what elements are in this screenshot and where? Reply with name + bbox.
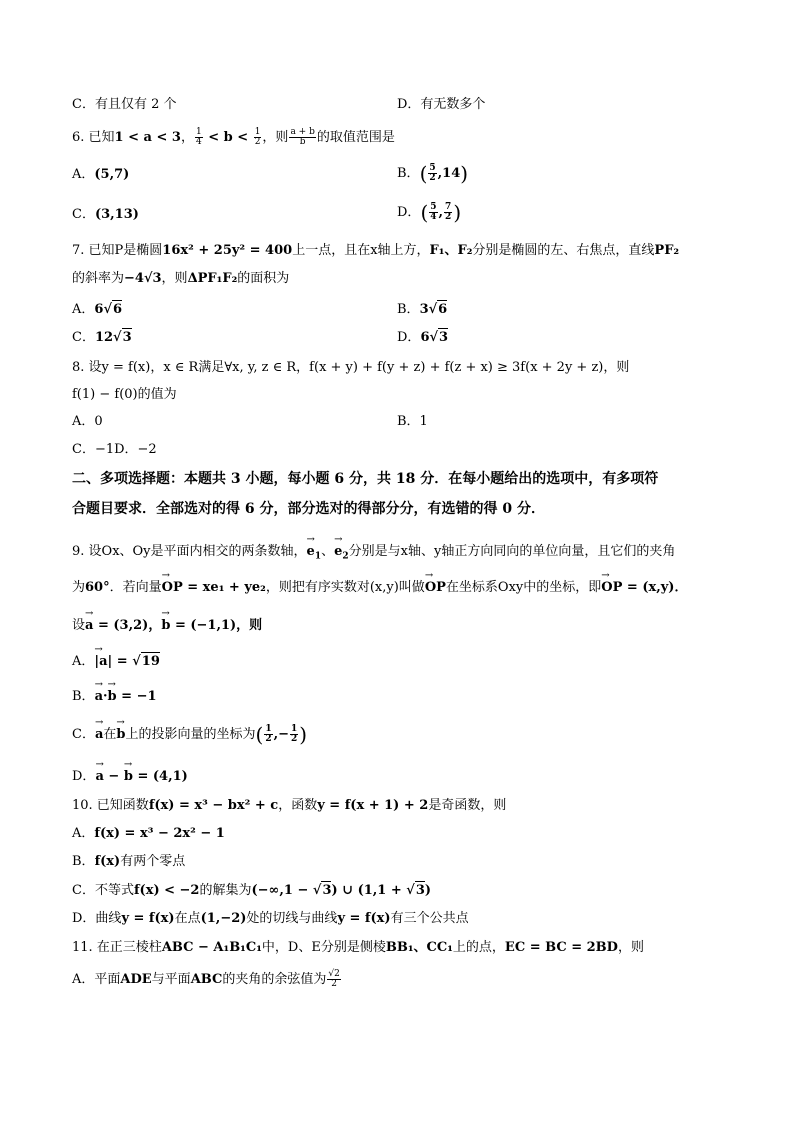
q9-option-a: A．→ |a| = √19 — [72, 652, 160, 671]
q7-option-d: D．6√3 — [397, 330, 449, 345]
q6-tail: 的取值范围是 — [316, 130, 395, 145]
q6-frac3: $\frac{a + b}{b}$ — [290, 127, 315, 147]
q6-then: ，则 — [262, 130, 289, 145]
q6-option-d: D．( $\frac{5}{4}$ , $\frac{7}{2}$ ) — [397, 200, 462, 225]
question-9-line1: 9. 设Ox、Oy是平面内相交的两条数轴，→ $e_1$、→ $e_2$分别是与x轴、y轴正方向同向的单位向量，且它们的夹角 — [72, 543, 675, 566]
q6-frac1: $\frac{1}{4}$ — [195, 127, 202, 147]
q6-frac2: $\frac{1}{2}$ — [254, 127, 261, 147]
q11-option-a: A．平面ADE与平面ABC的夹角的余弦值为 $\frac{√2}{2}$ — [72, 969, 340, 989]
q10-option-a: A．f(x) = x³ − 2x² − 1 — [72, 826, 225, 841]
q6-option-b: B．( $\frac{5}{2}$ ,14) — [397, 161, 469, 186]
q6-condition: 1 < a < 3 — [114, 130, 181, 145]
vector-e1: → $e_1$ — [307, 543, 322, 566]
q10-option-b: B．f(x)有两个零点 — [72, 854, 186, 869]
q9-option-b: B．→ a·→ b = −1 — [72, 688, 157, 706]
q9-option-d: D．→ a − → b = (4,1) — [72, 768, 188, 786]
q8-option-b: B．1 — [397, 414, 428, 429]
question-6 — [72, 128, 395, 147]
question-7-line2: 的斜率为−4√3，则ΔPF₁F₂的面积为 — [72, 271, 290, 286]
question-9-line2: 为60°．若向量→ OP = xe₁ + ye₂，则把有序实数对(x,y)叫做→ OP在坐标系Oxy中的坐标，即→ OP = (x,y)． — [72, 579, 687, 597]
q8-option-cd: C．−1D．−2 — [72, 442, 157, 457]
q9-option-c: C．→ a在→ b上的投影向量的坐标为( $\frac{1}{2}$ ,− $\frac{1}{2}$ ) — [72, 725, 307, 744]
question-8-line1: 8. 设y = f(x)，x ∈ R满足∀x, y, z ∈ R，f(x + y) + f(y + z) + f(z + x) ≥ 3f(x + 2y + z)，则 — [72, 360, 630, 375]
q6-option-c: C．(3,13) — [72, 207, 139, 222]
option-d-text: D．有无数多个 — [397, 97, 486, 112]
question-10: 10. 已知函数f(x) = x³ − bx² + c，函数y = f(x + 1) + 2是奇函数，则 — [72, 798, 507, 813]
section-2-heading-line1: 二、多项选择题：本题共 3 小题，每小题 6 分，共 18 分．在每小题给出的选项中，有多项符 — [72, 471, 659, 487]
q8-option-a: A．0 — [72, 414, 103, 429]
question-8-line2: f(1) − f(0)的值为 — [72, 387, 177, 402]
option-c-text: C．有且仅有 2 个 — [72, 97, 177, 112]
question-11: 11. 在正三棱柱ABC − A₁B₁C₁中，D、E分别是侧棱BB₁、CC₁上的点，EC = BC = 2BD，则 — [72, 940, 644, 955]
q10-option-d: D．曲线y = f(x)在点(1,−2)处的切线与曲线y = f(x)有三个公共点 — [72, 911, 469, 926]
q6-prefix: 6. 已知 — [72, 130, 115, 145]
q7-option-a: A．6√6 — [72, 302, 123, 317]
q7-option-b: B．3√6 — [397, 302, 448, 317]
q10-option-c: C．不等式f(x) < −2的解集为(−∞,1 − √3) ∪ (1,1 + √3) — [72, 883, 432, 898]
q6-b-range: < b < — [203, 130, 253, 145]
question-9-line3: 设→ a = (3,2)，→ b = (−1,1)，则 — [72, 617, 262, 635]
q6-option-a: A．(5,7) — [72, 167, 130, 182]
vector-e2: → $e_2$ — [334, 543, 349, 566]
section-2-heading-line2: 合题目要求．全部选对的得 6 分，部分选对的得部分分，有选错的得 0 分． — [72, 501, 545, 517]
q7-option-c: C．12√3 — [72, 330, 132, 345]
question-7-line1: 7. 已知P是椭圆16x² + 25y² = 400上一点，且在x轴上方，F₁、F₂分别是椭圆的左、右焦点，直线PF₂ — [72, 243, 680, 258]
q6-sep: ， — [180, 130, 194, 145]
